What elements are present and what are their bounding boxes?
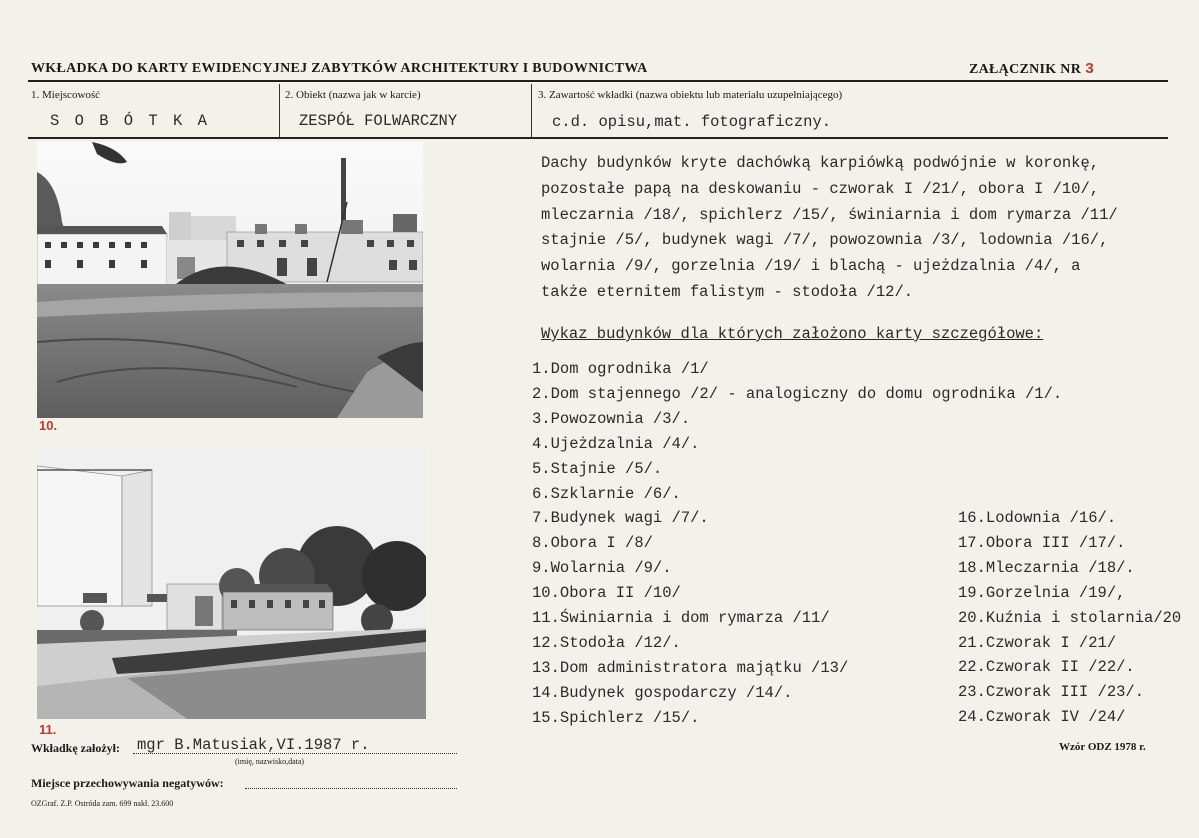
photo-1-number: 10. (39, 418, 58, 433)
field-divider-1 (279, 84, 280, 137)
document-title: WKŁADKA DO KARTY EWIDENCYJNEJ ZABYTKÓW ARCHITEKTURY I BUDOWNICTWA (31, 61, 648, 76)
fields-rule (28, 137, 1168, 139)
storage-dotted-line (245, 788, 457, 789)
list-item: 21.Czworak I /21/ (958, 633, 1117, 652)
form-info: Wzór ODZ 1978 r. (1059, 741, 1146, 753)
list-item: 23.Czworak III /23/. (958, 683, 1145, 702)
photo-buildings-and-park (37, 446, 426, 719)
field-1-label: 1. Miejscowość (31, 89, 101, 101)
photo-2-number: 11. (39, 722, 57, 737)
author-caption: (imię, nazwisko,data) (235, 757, 305, 766)
list-item: 7.Budynek wagi /7/. (532, 509, 709, 528)
attachment-number: 3 (1084, 61, 1095, 78)
list-item: 11.Świniarnia i dom rymarza /11/ (532, 609, 830, 628)
list-item: 18.Mleczarnia /18/. (958, 558, 1135, 577)
description-line: stajnie /5/, budynek wagi /7/, powozownia /3/, lodownia /16/, (541, 231, 1109, 250)
author-value: mgr B.Matusiak,VI.1987 r. (137, 736, 370, 754)
field-3-label: 3. Zawartość wkładki (nazwa obiektu lub materiału uzupełniającego) (538, 89, 843, 101)
field-2-label: 2. Obiekt (nazwa jak w karcie) (285, 89, 421, 101)
list-item: 12.Stodoła /12/. (532, 633, 681, 652)
list-item: 22.Czworak II /22/. (958, 658, 1135, 677)
list-item: 2.Dom stajennego /2/ - analogiczny do domu ogrodnika /1/. (532, 384, 1063, 403)
list-item: 14.Budynek gospodarczy /14/. (532, 683, 793, 702)
storage-label: Miejsce przechowywania negatywów: (31, 776, 224, 790)
author-dotted-line (133, 753, 457, 754)
list-item: 13.Dom administratora majątku /13/ (532, 658, 849, 677)
description-line: mleczarnia /18/, spichlerz /15/, świniarnia i dom rymarza /11/ (541, 205, 1118, 224)
field-1-value: S O B Ó T K A (50, 112, 210, 130)
description-line: wolarnia /9/, gorzelnia /19/ i blachą - ujeżdzalnia /4/, a (541, 257, 1081, 276)
header-rule (28, 80, 1168, 82)
list-item: 5.Stajnie /5/. (532, 459, 663, 478)
field-divider-2 (531, 84, 532, 137)
field-2-value: ZESPÓŁ FOLWARCZNY (299, 112, 458, 130)
buildings-list-right (958, 506, 1194, 730)
list-item: 20.Kuźnia i stolarnia/20 (958, 608, 1182, 627)
list-item: 9.Wolarnia /9/. (532, 559, 672, 578)
print-info: OZGraf. Z.P. Ostróda zam. 699 nakł. 23.600 (31, 799, 174, 808)
list-item: 19.Gorzelnia /19/, (958, 583, 1126, 602)
photo-farm-buildings-courtyard (37, 142, 423, 418)
attachment-label (969, 61, 1094, 78)
field-3-value: c.d. opisu,mat. fotograficzny. (552, 113, 832, 131)
description-block (541, 151, 1118, 306)
photo-2-image (37, 446, 426, 719)
list-item: 17.Obora III /17/. (958, 533, 1126, 552)
list-item: 15.Spichlerz /15/. (532, 708, 700, 727)
list-item: 24.Czworak IV /24/ (958, 708, 1126, 727)
description-line: Dachy budynków kryte dachówką karpiówką podwójnie w koronkę, (541, 154, 1100, 172)
list-item: 3.Powozownia /3/. (532, 409, 691, 428)
list-heading: Wykaz budynków dla których założono karty szczegółowe: (541, 325, 1044, 343)
description-line: pozostałe papą na deskowaniu - czworak I /21/, obora I /10/, (541, 179, 1100, 198)
list-item: 6.Szklarnie /6/. (532, 484, 681, 503)
photo-1-image (37, 142, 423, 418)
list-item: 10.Obora II /10/ (532, 584, 681, 603)
list-item: 8.Obora I /8/ (532, 534, 653, 553)
list-item: 16.Lodownia /16/. (958, 509, 1117, 527)
attachment-label-text: ZAŁĄCZNIK NR (969, 62, 1082, 77)
description-line: także eternitem falistym - stodoła /12/. (541, 282, 914, 301)
list-item: 4.Ujeżdzalnia /4/. (532, 434, 700, 453)
list-item: 1.Dom ogrodnika /1/ (532, 360, 709, 378)
author-label: Wkładkę założył: (31, 741, 120, 755)
